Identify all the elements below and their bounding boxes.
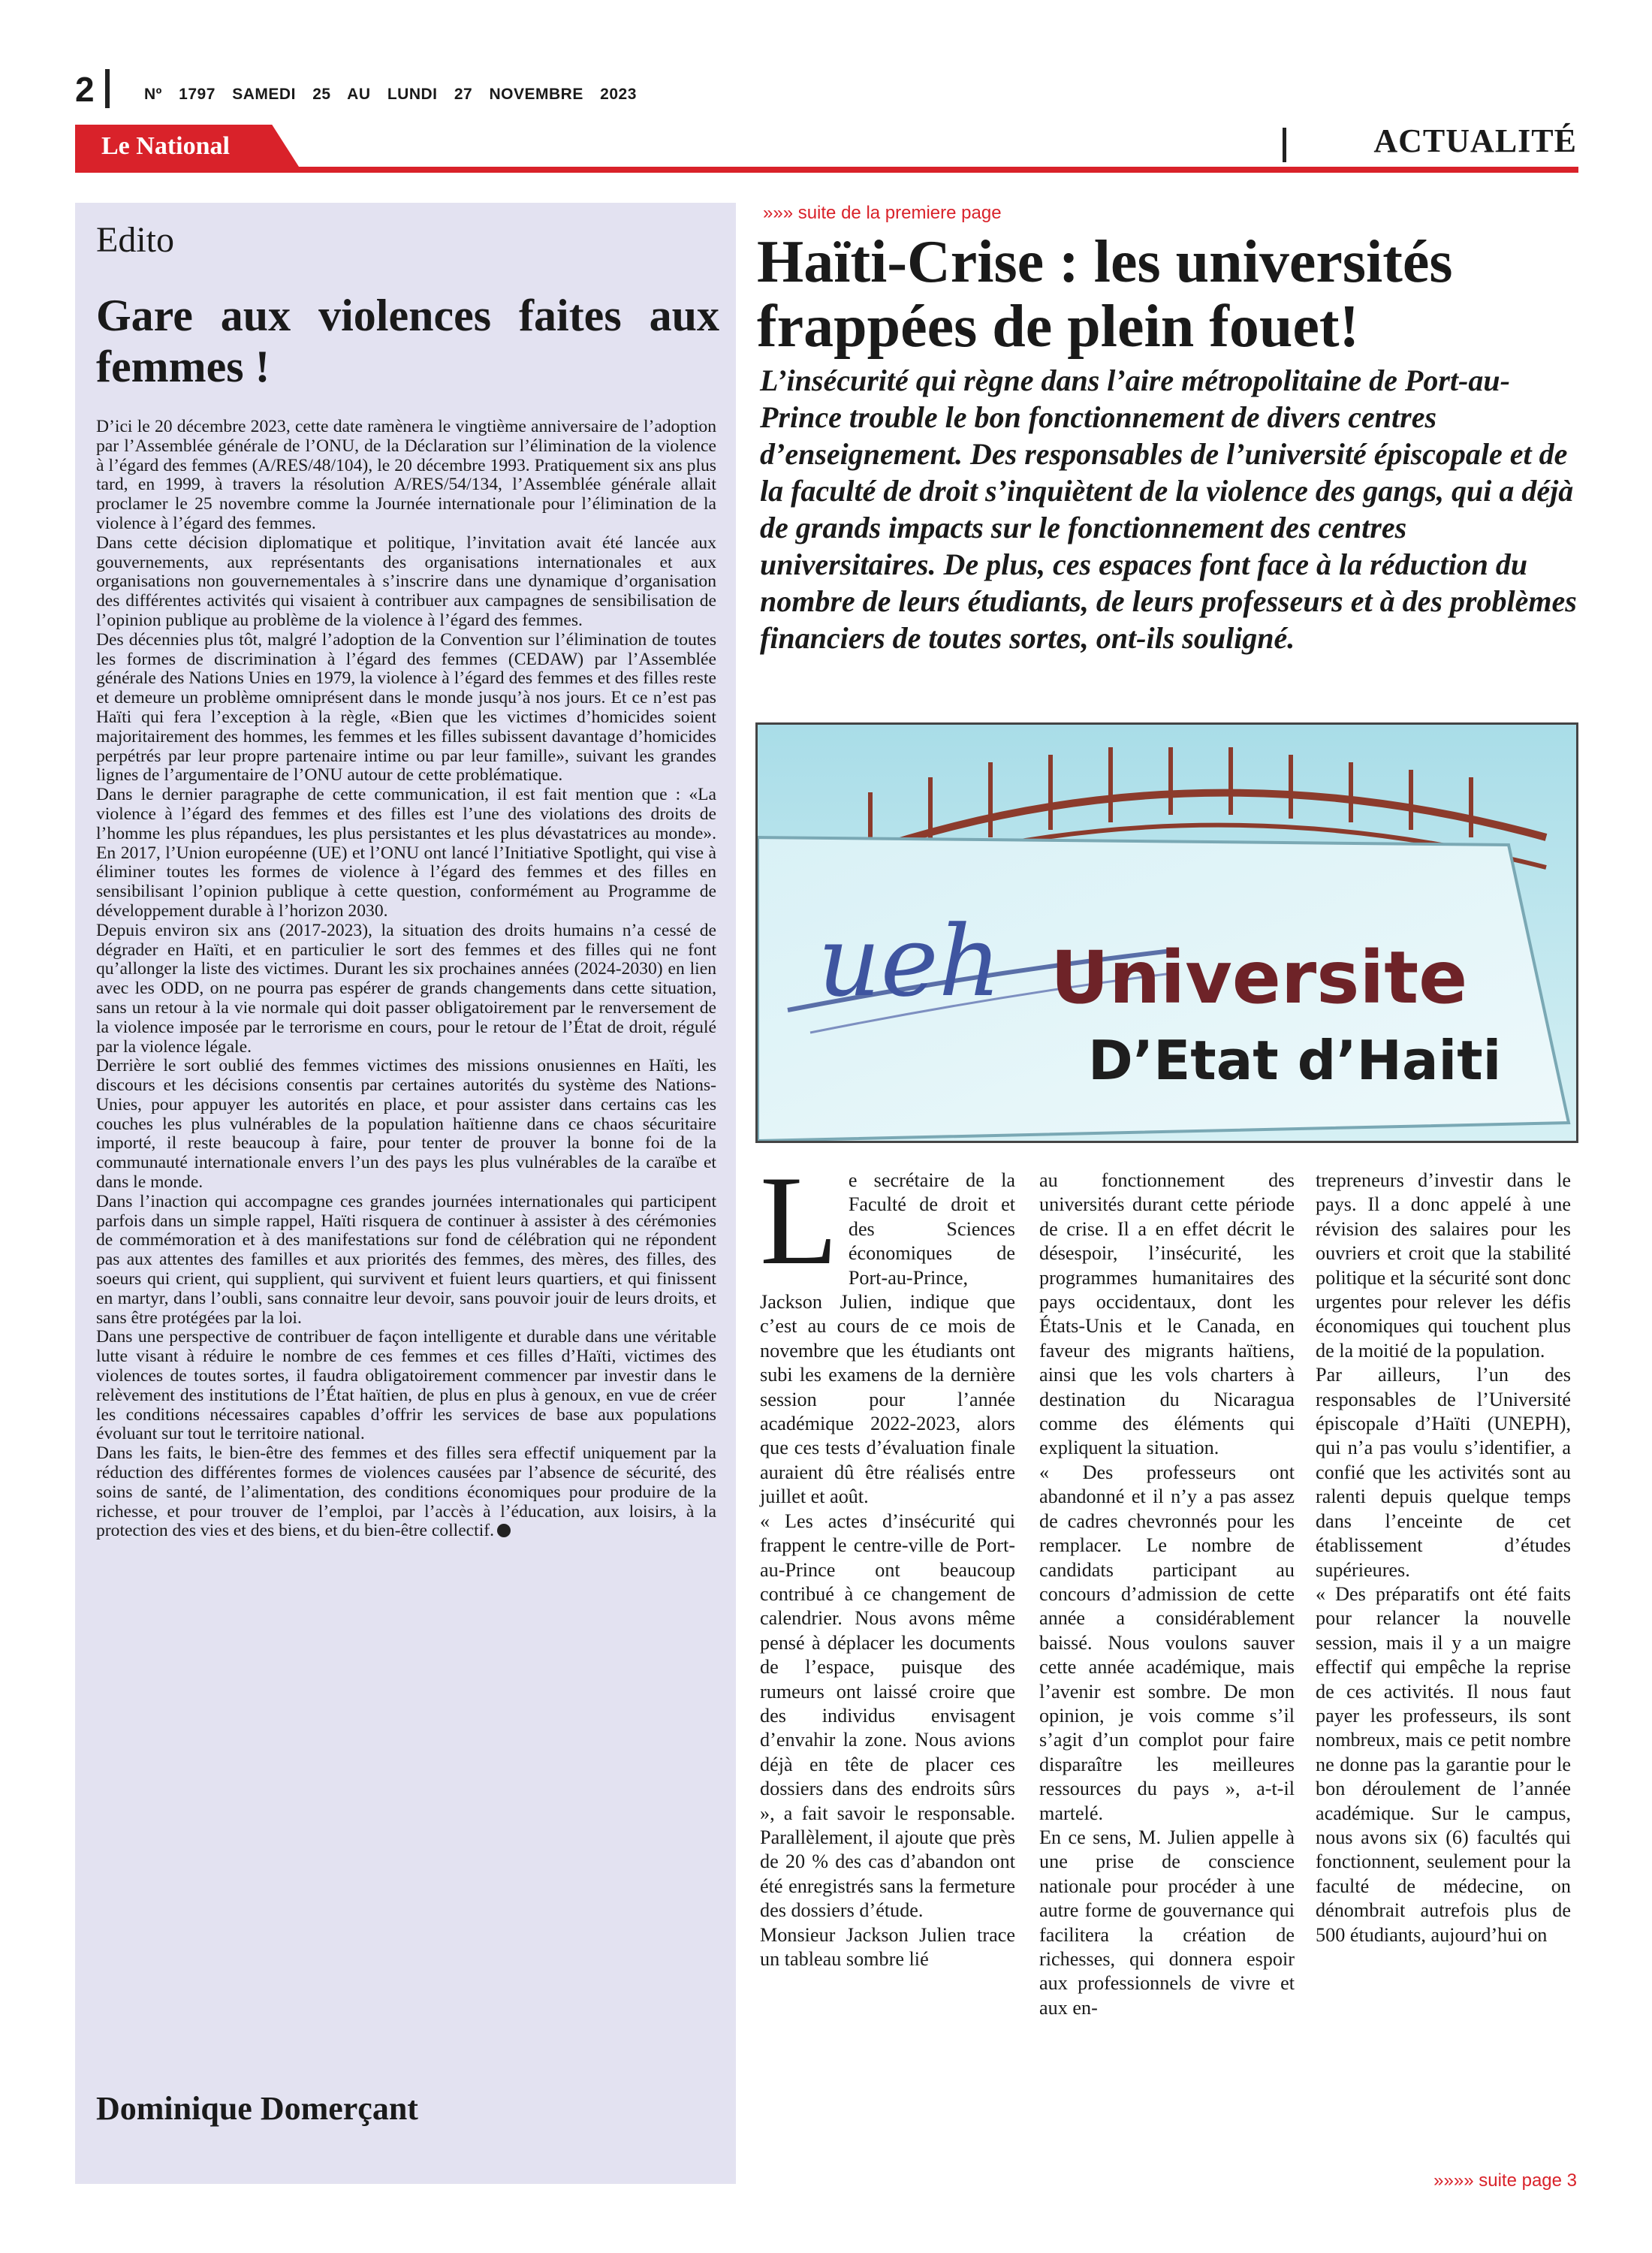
edito-paragraph: Depuis environ six ans (2017-2023), la situation des droits humains n’a cessé de dégrader en Haïti, et en particulier le sort des femmes et des filles qui ne font qu’allonger la liste des victimes. Durant les six prochaines années (2024-2030) en lien avec les ODD, on ne pourra pas espérer de grands changements dans cette situation, sans un retour à la vie normale qui doit passer obligatoirement par le renversement de la violence imposée par le terrorisme en cours, pour le retour de l’État de droit, régulé par la violence légale.	[96, 920, 716, 1057]
article-column-2	[1039, 1169, 1295, 2020]
article-paragraph: au fonctionnement des universités durant cette période de crise. Il a en effet décrit le désespoir, l’insécurité, les programmes humanitaires des pays occidentaux, dont les États-Unis et le Canada, en faveur des migrants haïtiens, ainsi que les vols charters à destination du Nicaragua comme des éléments qui expliquent la situation.	[1039, 1169, 1295, 1459]
drop-cap: L	[760, 1150, 838, 1291]
article-paragraph-text: e secrétaire de la Faculté de droit et des Sciences économiques de Port-au-Prince, Jackson Julien, indique que c’est au cours de ce mois de novembre que les étudiants ont subi les examens de la dernière session pour l’année académique 2022-2023, alors que ces tests d’évaluation finale auraient dû être réalisés entre juillet et août.	[760, 1169, 1015, 1508]
issue-dateline	[144, 86, 637, 104]
end-mark-icon	[497, 1524, 511, 1537]
edito-paragraph: Derrière le sort oublié des femmes victimes des missions onusiennes en Haïti, les discours et les décisions consentis par certaines autorités du système des Nations-Unies, pour appuyer les autorités en place, et pour assister dans certains cas les couches les plus vulnérables de la population haïtienne dans ce chaos sécuritaire importé, il reste beaucoup à faire, pour tenter de prouver la bonne foi de la communauté internationale envers l’un des pays les plus vulnérables de la caraïbe et dans le monde.	[96, 1056, 716, 1193]
article-column-1	[760, 1150, 1015, 1971]
edito-paragraph: Dans le dernier paragraphe de cette communication, il est fait mention que : «La violence à l’égard des femmes et des filles est l’une des violations des droits de l’homme les plus répandues, les plus persistantes et les plus dévastatrices au monde». En 2017, l’Union européenne (UE) et l’ONU ont lancé l’Initiative Spotlight, qui vise à éliminer toutes les formes de violence à l’égard des femmes et des filles en sensibilisant l’opinion publique à cette question, conformément au Programme de développement durable à l’horizon 2030.	[96, 785, 716, 921]
edito-title: Gare aux violences faites aux femmes !	[96, 291, 719, 391]
section-label: ACTUALITÉ	[1373, 122, 1577, 159]
article-paragraph: « Des professeurs ont abandonné et il n’y a pas assez de cadres chevronnés pour les remplacer. Le nombre de candidats participant au concours d’admission de cette année a considérablement baissé. Nous voulons sauver cette année académique, mais l’avenir est sombre. De mon opinion, je vois comme s’il s’agit d’un complot pour faire disparaître les meilleures ressources du pays », a-t-il martelé.	[1039, 1461, 1295, 1824]
article-paragraph: « Les actes d’insécurité qui frappent le centre-ville de Port-au-Prince ont beaucoup contribué à ce changement de calendrier. Nous avons même pensé à déplacer les documents de l’espace, puisque des rumeurs ont laissé croire que des individus envisagent d’envahir la zone. Nous avions déjà en tête de placer ces dossiers dans des endroits sûrs », a fait savoir le responsable. Parallèlement, il ajoute que près de 20 % des cas d’abandon ont été enregistrés sans la fermeture des dossiers d’étude.	[760, 1510, 1015, 1922]
edito-paragraph-text: Dans les faits, le bien-être des femmes et des filles sera effectif uniquement par la réduction des différentes formes de violences causées par l’absence de sécurité, des soins de santé, de l’alimentation, des conditions économiques pour produire de la richesse, et pour trouver de l’emploi, par l’accès à l’éducation, aux loisirs, à la protection des vies et des biens, et du bien-être collectif.	[96, 1443, 716, 1541]
edito-author: Dominique Domerçant	[96, 2090, 418, 2127]
page-number: 2	[75, 70, 95, 109]
edito-paragraph: Des décennies plus tôt, malgré l’adoption de la Convention sur l’élimination de toutes les formes de discrimination à l’égard des femmes (CEDAW) par l’Assemblée générale des Nations Unies en 1979, la violence à l’égard des femmes et des filles reste et demeure un problème omniprésent dans le monde jusqu’à nos jours. Et ce n’est pas Haïti qui fera l’exception à la règle, «Bien que les victimes d’homicides soient majoritairement des hommes, les femmes et les filles subissent davantage d’homicides perpétrés par leur propre partenaire intime ou par leur famille», suivant les grandes lignes de l’argumentaire de l’ONU autour de cette problématique.	[96, 629, 716, 786]
edito-paragraph: Dans cette décision diplomatique et politique, l’invitation avait été lancée aux gouvernements, aux représentants des organisations internationales et aux organisations non gouvernementales à s’inscrire dans une dynamique d’organisation des différentes activités qui visaient à contribuer aux campagnes de sensibilisation de l’opinion publique au problème de la violence à l’égard des femmes.	[96, 532, 716, 630]
article-paragraph: Monsieur Jackson Julien trace un tableau sombre lié	[760, 1923, 1015, 1970]
article-column-3	[1316, 1169, 1571, 1947]
article-lede: L’insécurité qui règne dans l’aire métropolitaine de Port-au-Prince trouble le bon fonctionnement de divers centres d’enseignement. Des responsables de l’université épiscopale et de la faculté de droit s’inquiètent de la violence des gangs, qui a déjà de grands impacts sur le fonctionnement des centres universitaires. De plus, ces espaces font face à la réduction du nombre de leurs étudiants, de leurs professeurs et à des problèmes financiers de toutes sortes, ont-ils souligné.	[760, 363, 1577, 655]
article-title: Haïti-Crise : les universités frappées de plein fouet!	[757, 229, 1453, 360]
article-photo	[755, 722, 1578, 1143]
header-rule	[75, 167, 1578, 173]
newspaper-brand: Le National	[101, 132, 230, 160]
issue-date: SAMEDI 25 AU LUNDI 27 NOVEMBRE 2023	[232, 86, 637, 103]
edito-paragraph: Dans une perspective de contribuer de façon intelligente et durable dans une véritable lutte visant à réduire le nombre de ces femmes et ces filles d’Haïti, victimes des violences de toutes sortes, il faudra obligatoirement commencer par investir dans le relèvement des institutions de l’État haïtien, de plus en plus à genoux, en vue de créer les conditions nécessaires capables d’offrir les services de base aux populations évoluant sur tout le territoire national.	[96, 1327, 716, 1444]
article-paragraph: « Des préparatifs ont été faits pour relancer la nouvelle session, mais il y a un maigre effectif qui empêche la reprise de ces activités. Il nous faut payer les professeurs, ils sont nombreux, mais ce petit nombre ne donne pas la garantie pour le bon déroulement de l’année académique. Sur le campus, nous avons six (6) facultés qui fonctionnent, seulement pour la faculté de médecine, on dénombrait autrefois plus de 500 étudiants, aujourd’hui on	[1316, 1582, 1571, 1946]
ueh-logo-text: ueh	[818, 904, 1002, 1018]
article-paragraph: trepreneurs d’investir dans le pays. Il a donc appelé à une révision des salaires pour les ouvriers et croit que la stabilité politique et la sécurité sont donc urgentes pour relever les défis économiques qui touchent plus de la moitié de la population.	[1316, 1169, 1571, 1362]
edito-paragraph-last	[96, 1444, 716, 1541]
sign-line-1: Universite	[1051, 936, 1468, 1020]
university-sign-image	[758, 725, 1576, 1141]
edito-body	[96, 418, 716, 1541]
page-number-divider	[105, 69, 110, 108]
continued-from-link[interactable]: »»» suite de la premiere page	[763, 203, 1002, 223]
edito-paragraph: Dans l’inaction qui accompagne ces grandes journées internationales qui participent parfois dans un simple rappel, Haïti risquera de continuer à assister à des cérémonies de commémoration et à des manifestations sur fond de célébration qui ne répondent pas aux attentes des familles et aux priorités des femmes, des mères, des filles, des soeurs qui crient, qui supplient, qui survivent et fuient leurs quartiers, et qui finissent en martyr, dans l’oubli, sans connaitre leur devoir, sans pouvoir jouir de leurs droits, et sans être protégées par la loi.	[96, 1191, 716, 1328]
article-paragraph: Par ailleurs, l’un des responsables de l’Université épiscopale d’Haïti (UNEPH), qui n’a pas voulu s’identifier, a confié que les activités sont au ralenti depuis quelque temps dans l’enceinte de cet établissement d’études supérieures.	[1316, 1364, 1571, 1581]
issue-number: Nº 1797	[144, 86, 216, 103]
sign-line-2: D’Etat d’Haiti	[1088, 1029, 1502, 1092]
article-paragraph	[760, 1150, 1015, 1510]
section-divider	[1283, 128, 1286, 162]
article-paragraph: En ce sens, M. Julien appelle à une prise de conscience nationale pour procéder à une autre forme de gouvernance qui facilitera la création de richesses, qui donnera espoir aux professionnels de vivre et aux en-	[1039, 1826, 1295, 2019]
edito-paragraph: D’ici le 20 décembre 2023, cette date ramènera le vingtième anniversaire de l’adoption par l’Assemblée générale de l’ONU, de la Déclaration sur l’élimination de la violence à l’égard des femmes (A/RES/48/104), le 20 décembre 1993. Pratiquement six ans plus tard, en 1999, à travers la résolution A/RES/54/134, l’Assemblée générale allait proclamer le 25 novembre comme la Journée internationale pour l’élimination de la violence à l’égard des femmes.	[96, 417, 716, 533]
continued-to-link[interactable]: »»»» suite page 3	[1433, 2170, 1577, 2191]
edito-kicker: Edito	[96, 220, 174, 260]
